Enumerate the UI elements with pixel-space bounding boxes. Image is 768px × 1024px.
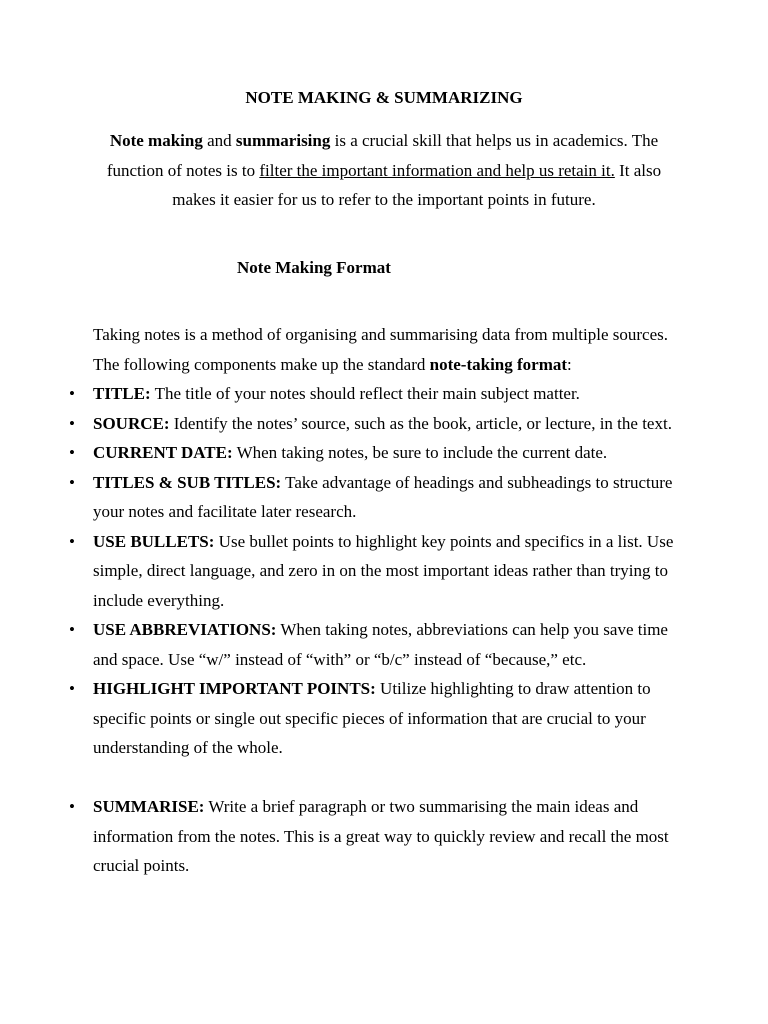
format-heading: Note Making Format [237, 258, 391, 277]
lead-bold-format: note-taking format [429, 354, 568, 374]
format-components-list [0, 379, 768, 881]
item-label: SOURCE: [93, 413, 170, 433]
lead-tail: : [567, 354, 572, 374]
bullet-icon: • [69, 531, 75, 551]
bullet-icon: • [69, 413, 75, 433]
intro-text-2: is a crucial skill that helps us in academics. The function of notes is to [106, 131, 659, 180]
item-text: Write a brief paragraph or two summarising the main ideas and information from the notes. This is a great way to quickly review and recall the most crucial points. [93, 797, 669, 875]
list-item-titles-sub-titles [0, 468, 683, 527]
item-label: TITLES & SUB TITLES: [93, 472, 282, 492]
intro-text-3: It also makes it easier for us to refer to the important points in future. [172, 160, 662, 209]
bullet-icon: • [69, 679, 75, 698]
intro-underlined-text: filter the important information and help us retain it. [259, 160, 615, 180]
list-item-current-date [0, 438, 683, 468]
bullet-icon: • [69, 443, 75, 462]
item-text: When taking notes, abbreviations can help you save time and space. Use “w/” instead of “with” or “b/c” instead of “because,” etc. [93, 620, 668, 669]
list-item-title [0, 379, 683, 409]
list-item-use-bullets [0, 527, 683, 616]
item-text: Utilize highlighting to draw attention to specific points or single out specific pieces of information that are crucial to your understanding of the whole. [93, 679, 651, 757]
intro-paragraph [100, 126, 668, 215]
bullet-icon: • [69, 384, 75, 403]
item-label: HIGHLIGHT IMPORTANT POINTS: [93, 679, 376, 698]
item-text: When taking notes, be sure to include the current date. [232, 443, 608, 462]
intro-bold-note-making: Note making [109, 131, 203, 150]
document-title: NOTE MAKING & SUMMARIZING [245, 88, 523, 107]
item-text: Take advantage of headings and subheadings to structure your notes and facilitate later research. [93, 472, 673, 521]
item-text: Use bullet points to highlight key points and specifics in a list. Use simple, direct language, and zero in on the most important ideas rather than trying to include everything. [93, 531, 674, 610]
intro-bold-summarising: summarising [235, 131, 331, 150]
lead-paragraph [93, 320, 683, 379]
list-item-summarise [0, 792, 683, 881]
item-label: USE ABBREVIATIONS: [93, 620, 277, 639]
item-label: TITLE: [93, 384, 151, 403]
item-label: SUMMARISE: [93, 797, 205, 816]
item-label: CURRENT DATE: [93, 443, 233, 462]
bullet-icon: • [69, 620, 75, 639]
lead-text: Taking notes is a method of organising and summarising data from multiple sources. The following components make up the standard [93, 325, 668, 374]
list-item-use-abbreviations [0, 615, 683, 674]
bullet-icon: • [69, 797, 75, 816]
item-label: USE BULLETS: [93, 531, 215, 551]
list-item-highlight-important-points [0, 674, 683, 763]
bullet-icon: • [69, 472, 75, 492]
item-text: The title of your notes should reflect their main subject matter. [150, 384, 580, 403]
list-item-source [0, 409, 683, 439]
intro-text-1: and [202, 131, 236, 150]
item-text: Identify the notes’ source, such as the book, article, or lecture, in the text. [169, 413, 672, 433]
